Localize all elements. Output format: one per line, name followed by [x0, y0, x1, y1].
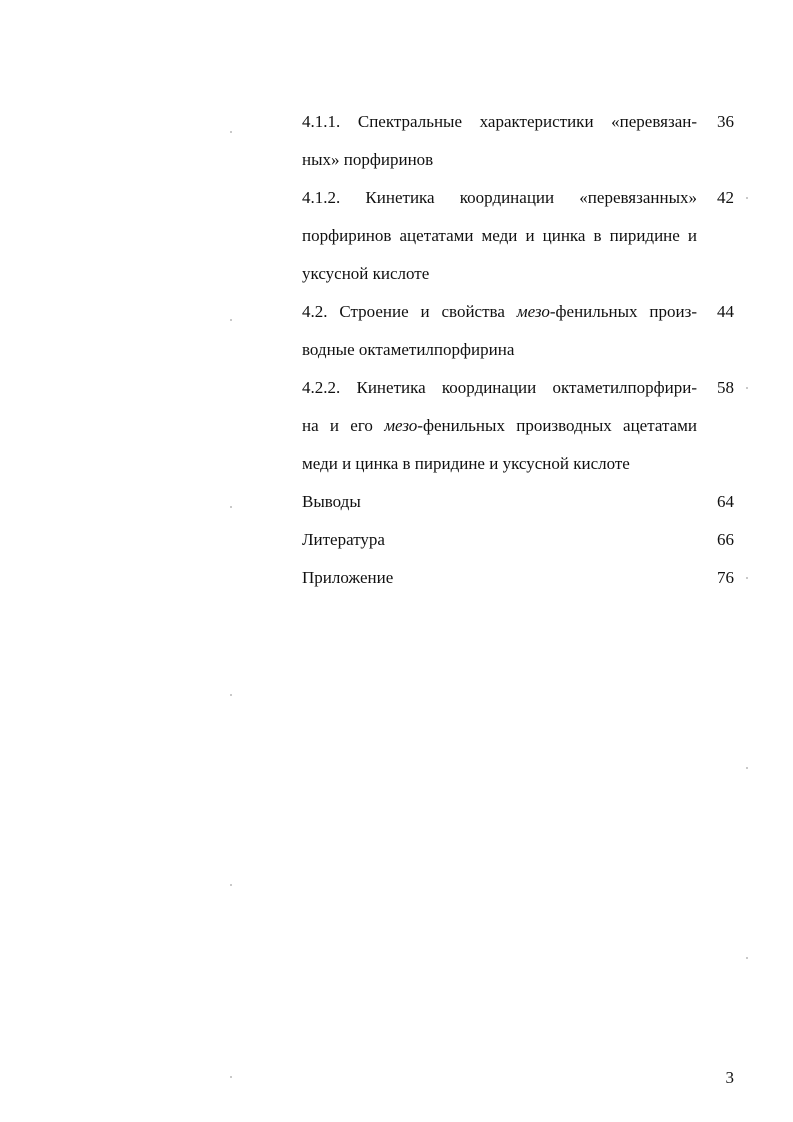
toc-entry-title — [302, 559, 697, 597]
toc-entry — [302, 103, 734, 179]
scan-speck — [230, 884, 232, 886]
toc-entry — [302, 293, 734, 369]
toc-entry — [302, 559, 734, 597]
toc-entry — [302, 179, 734, 293]
toc-entry-line: меди и цинка в пиридине и уксусной кислоте — [302, 454, 630, 473]
toc-entry-line: 4.1.1. Спектральные характеристики «перевязан- — [302, 112, 697, 131]
toc-entry-line: на и его мезо-фенильных производных ацетатами — [302, 416, 697, 435]
scan-speck — [746, 387, 748, 389]
scan-speck — [746, 767, 748, 769]
toc-entry-title — [302, 179, 697, 293]
scan-speck — [746, 577, 748, 579]
toc-entry-line: 4.2.2. Кинетика координации октаметилпорфири- — [302, 378, 697, 397]
scan-speck — [230, 506, 232, 508]
toc-entry — [302, 483, 734, 521]
toc-entry — [302, 521, 734, 559]
scan-speck — [230, 131, 232, 133]
scan-speck — [230, 319, 232, 321]
scan-speck — [230, 1076, 232, 1078]
toc-entry-line: ных» порфиринов — [302, 150, 434, 169]
scan-speck — [230, 694, 232, 696]
toc-entry-title — [302, 293, 697, 369]
scan-speck — [746, 197, 748, 199]
toc-entry-line: 4.2. Строение и свойства мезо-фенильных произ- — [302, 302, 697, 321]
toc-entry — [302, 369, 734, 483]
scan-speck — [746, 957, 748, 959]
toc-entry-page: 36 — [717, 112, 734, 131]
toc-entry-line: 4.1.2. Кинетика координации «перевязанных» — [302, 188, 697, 207]
table-of-contents — [302, 103, 734, 597]
toc-entry-page: 66 — [717, 530, 734, 549]
toc-entry-title — [302, 521, 697, 559]
toc-entry-line: Приложение — [302, 568, 394, 587]
toc-entry-page: 58 — [717, 378, 734, 397]
toc-entry-page: 44 — [717, 302, 734, 321]
toc-entry-line: порфиринов ацетатами меди и цинка в пиридине и — [302, 226, 697, 245]
toc-entry-line: водные октаметилпорфирина — [302, 340, 515, 359]
toc-entry-line: Выводы — [302, 492, 361, 511]
toc-entry-title — [302, 483, 697, 521]
toc-entry-line: Литература — [302, 530, 385, 549]
toc-entry-page: 42 — [717, 188, 734, 207]
toc-entry-line: уксусной кислоте — [302, 264, 430, 283]
toc-entry-title — [302, 103, 697, 179]
page-number: 3 — [725, 1068, 734, 1087]
toc-entry-page: 76 — [717, 568, 734, 587]
toc-entry-page: 64 — [717, 492, 734, 511]
toc-entry-title — [302, 369, 697, 483]
